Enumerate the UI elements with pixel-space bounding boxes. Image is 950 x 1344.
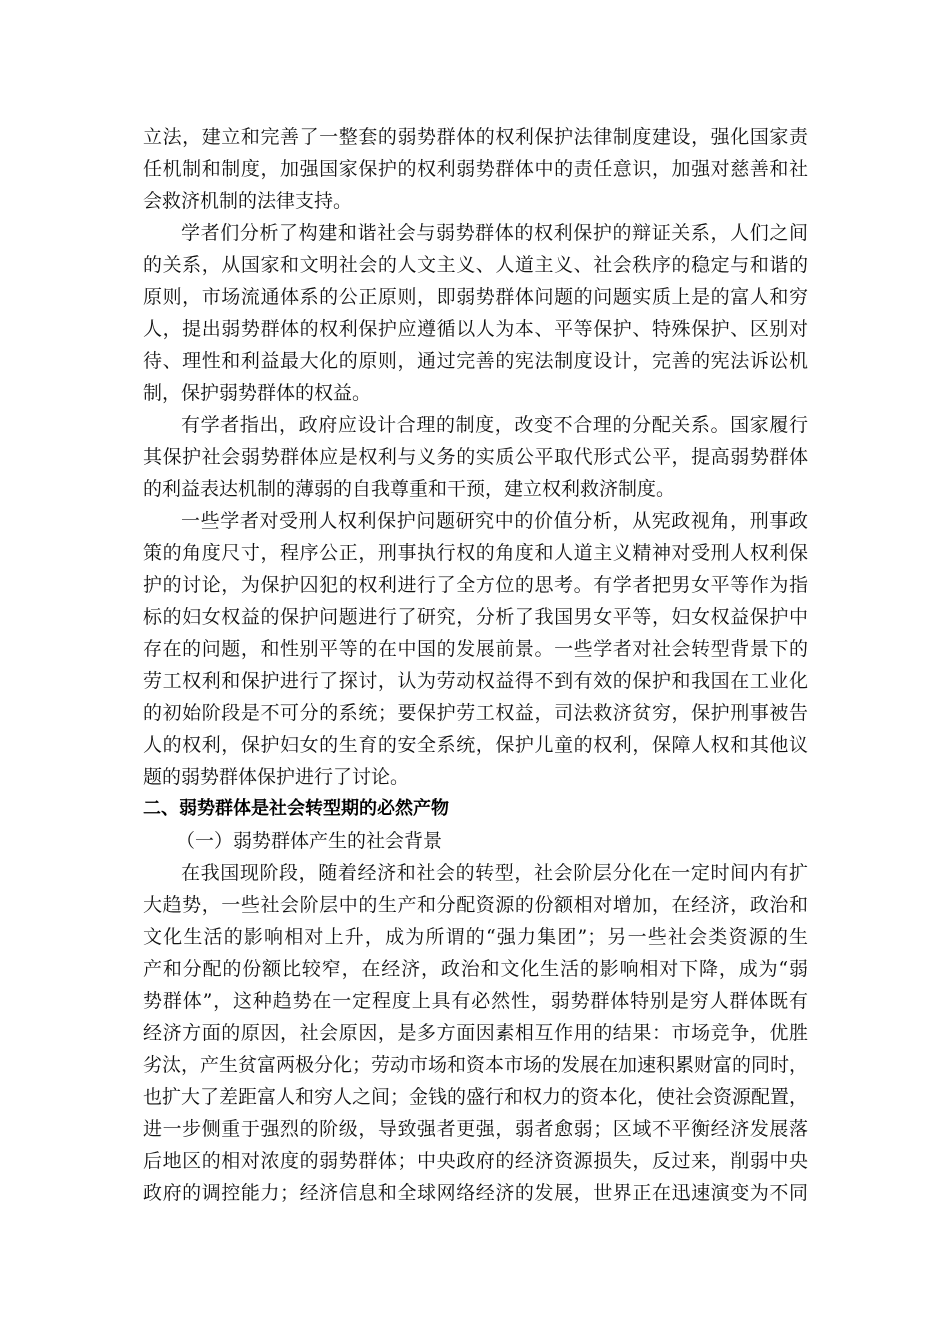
- text-line: 也扩大了差距富人和穷人之间；金钱的盛行和权力的资本化，使社会资源配置，: [143, 1086, 808, 1108]
- text-line: 的利益表达机制的薄弱的自我尊重和干预，建立权利救济制度。: [143, 478, 676, 500]
- text-line: 原则，市场流通体系的公正原则，即弱势群体问题的问题实质上是的富人和穷: [143, 286, 808, 308]
- text-line: 一些学者对受刑人权利保护问题研究中的价值分析，从宪政视角，刑事政: [181, 510, 808, 532]
- text-line: 进一步侧重于强烈的阶级，导致强者更强，弱者愈弱；区域不平衡经济发展落: [143, 1118, 808, 1140]
- text-line: 其保护社会弱势群体应是权利与义务的实质公平取代形式公平，提高弱势群体: [143, 446, 808, 468]
- text-line: 劳工权利和保护进行了探讨，认为劳动权益得不到有效的保护和我国在工业化: [143, 670, 808, 692]
- paragraph: [143, 121, 808, 217]
- text-line: 的初始阶段是不可分的系统；要保护劳工权益，司法救济贫穷，保护刑事被告: [143, 702, 808, 724]
- text-line: 会救济机制的法律支持。: [143, 190, 353, 212]
- text-line: 政府的调控能力；经济信息和全球网络经济的发展，世界正在迅速演变为不同: [143, 1182, 808, 1204]
- text-line: 学者们分析了构建和谐社会与弱势群体的权利保护的辩证关系，人们之间: [181, 222, 808, 244]
- text-line: 人，提出弱势群体的权利保护应遵循以人为本、平等保护、特殊保护、区别对: [143, 318, 808, 340]
- paragraph: [143, 857, 808, 1209]
- text-line: 标的妇女权益的保护问题进行了研究，分析了我国男女平等，妇女权益保护中: [143, 606, 808, 628]
- text-line: 待、理性和利益最大化的原则，通过完善的宪法制度设计，完善的宪法诉讼机: [143, 350, 808, 372]
- text-line: 劣汰，产生贫富两极分化；劳动市场和资本市场的发展在加速积累财富的同时，: [143, 1054, 808, 1076]
- paragraph: [143, 505, 808, 793]
- text-line: 文化生活的影响相对上升，成为所谓的“强力集团”；另一些社会类资源的生: [143, 926, 808, 948]
- text-line: 人的权利，保护妇女的生育的安全系统，保护儿童的权利，保障人权和其他议: [143, 734, 808, 756]
- text-line: 经济方面的原因，社会原因，是多方面因素相互作用的结果：市场竞争，优胜: [143, 1022, 808, 1044]
- text-line: 产和分配的份额比较窄，在经济，政治和文化生活的影响相对下降，成为“弱: [143, 958, 808, 980]
- text-line: 大趋势，一些社会阶层中的生产和分配资源的份额相对增加，在经济，政治和: [143, 894, 808, 916]
- text-line: 制，保护弱势群体的权益。: [143, 382, 372, 404]
- text-line: 的关系，从国家和文明社会的人文主义、人道主义、社会秩序的稳定与和谐的: [143, 254, 808, 276]
- text-line: 任机制和制度，加强国家保护的权利弱势群体中的责任意识，加强对慈善和社: [143, 158, 808, 180]
- text-line: 策的角度尺寸，程序公正，刑事执行权的角度和人道主义精神对受刑人权利保: [143, 542, 808, 564]
- document-body: [143, 121, 808, 1209]
- text-line: 后地区的相对浓度的弱势群体；中央政府的经济资源损失，反过来，削弱中央: [143, 1150, 808, 1172]
- paragraph: [143, 217, 808, 409]
- text-line: 在我国现阶段，随着经济和社会的转型，社会阶层分化在一定时间内有扩: [181, 862, 808, 884]
- text-line: 立法，建立和完善了一整套的弱势群体的权利保护法律制度建设，强化国家责: [143, 126, 808, 148]
- text-line: 护的讨论，为保护囚犯的权利进行了全方位的思考。有学者把男女平等作为指: [143, 574, 808, 596]
- section-heading: 二、弱势群体是社会转型期的必然产物: [143, 798, 449, 819]
- text-line: 势群体”，这种趋势在一定程度上具有必然性，弱势群体特别是穷人群体既有: [143, 990, 808, 1012]
- subsection-heading: （一）弱势群体产生的社会背景: [176, 830, 443, 852]
- text-line: 有学者指出，政府应设计合理的制度，改变不合理的分配关系。国家履行: [181, 414, 808, 436]
- text-line: 存在的问题，和性别平等的在中国的发展前景。一些学者对社会转型背景下的: [143, 638, 808, 660]
- text-line: 题的弱势群体保护进行了讨论。: [143, 766, 410, 788]
- paragraph: [143, 409, 808, 505]
